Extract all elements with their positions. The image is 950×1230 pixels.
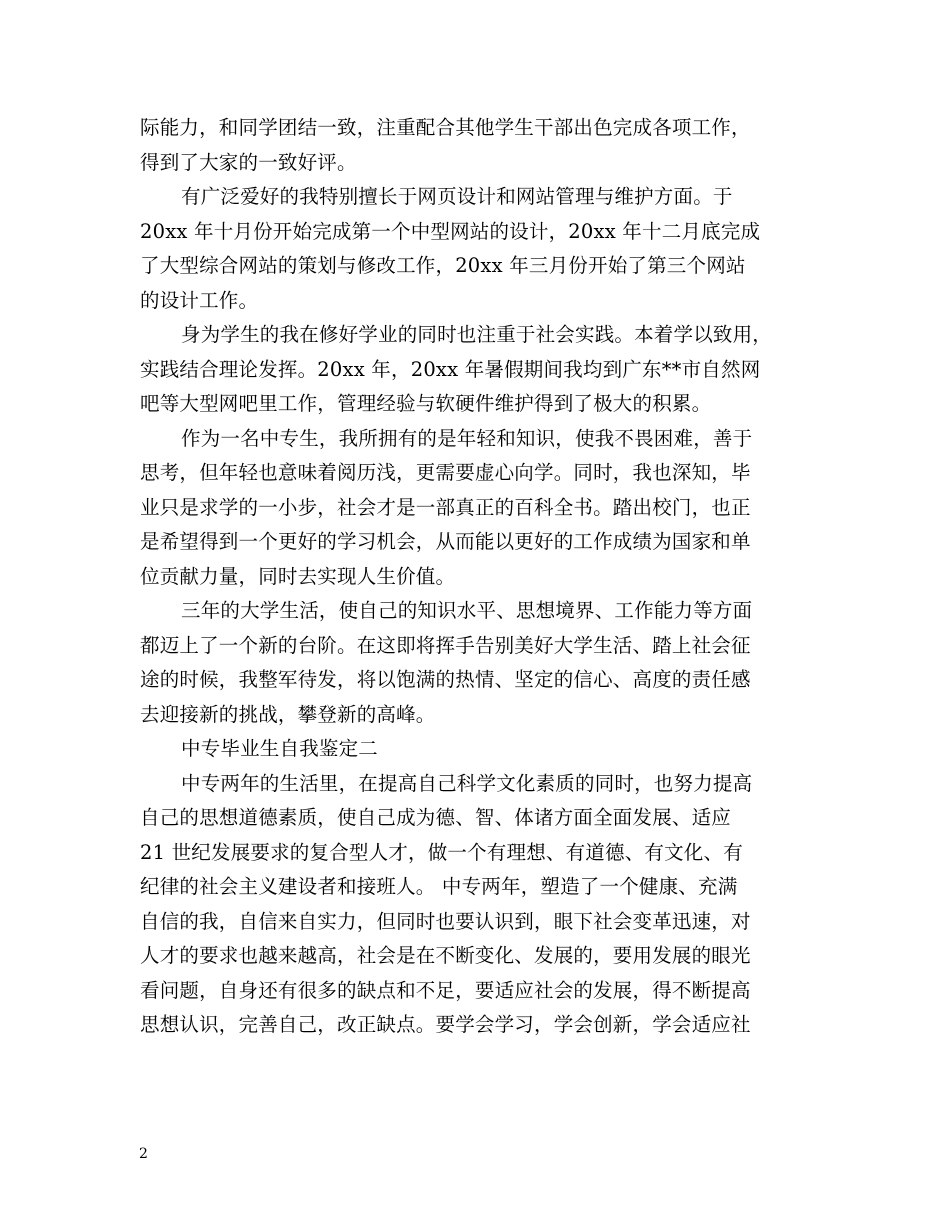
- text-line: 途的时候，我整军待发，将以饱满的热情、坚定的信心、高度的责任感: [140, 668, 751, 691]
- text-line: 中专两年的生活里，在提高自己科学文化素质的同时，也努力提高: [181, 771, 753, 795]
- text-line: 际能力，和同学团结一致，注重配合其他学生干部出色完成各项工作，: [140, 116, 751, 139]
- text-line: 21 世纪发展要求的复合型人才，做一个有理想、有道德、有文化、有: [140, 840, 743, 864]
- text-line: 自信的我，自信来自实力，但同时也要认识到，眼下社会变革迅速，对: [140, 909, 751, 933]
- text-line: 去迎接新的挑战，攀登新的高峰。: [140, 702, 436, 726]
- text-line: 人才的要求也越来越高，社会是在不断变化、发展的，要用发展的眼光: [140, 944, 751, 967]
- text-line: 思考，但年轻也意味着阅历浅，更需要虚心向学。同时，我也深知，毕: [140, 461, 751, 484]
- text-line: 实践结合理论发挥。20xx 年，20xx 年暑假期间我均到广东**市自然网: [140, 357, 761, 381]
- text-line: 了大型综合网站的策划与修改工作，20xx 年三月份开始了第三个网站: [140, 254, 746, 277]
- page-number: 2: [139, 1146, 148, 1162]
- text-line: 思想认识，完善自己，改正缺点。要学会学习，学会创新，学会适应社: [140, 1013, 751, 1036]
- text-line: 是希望得到一个更好的学习机会，从而能以更好的工作成绩为国家和单: [140, 530, 751, 553]
- text-line: 的设计工作。: [140, 288, 259, 312]
- text-line: 吧等大型网吧里工作，管理经验与软硬件维护得到了极大的积累。: [140, 392, 712, 415]
- text-line: 自己的思想道德素质，使自己成为德、智、体诸方面全面发展、适应: [140, 806, 732, 829]
- text-line: 纪律的社会主义建设者和接班人。 中专两年，塑造了一个健康、充满: [140, 875, 738, 898]
- text-line: 有广泛爱好的我特别擅长于网页设计和网站管理与维护方面。于: [181, 185, 733, 208]
- text-line: 得到了大家的一致好评。: [140, 150, 357, 174]
- document-body: [140, 111, 820, 1043]
- text-line: 身为学生的我在修好学业的同时也注重于社会实践。本着学以致用，: [181, 323, 773, 346]
- text-line: 作为一名中专生，我所拥有的是年轻和知识，使我不畏困难，善于: [181, 426, 753, 450]
- text-line: 业只是求学的一小步，社会才是一部真正的百科全书。踏出校门，也正: [140, 495, 751, 519]
- text-line: 都迈上了一个新的台阶。在这即将挥手告别美好大学生活、踏上社会征: [140, 633, 751, 657]
- text-line: 中专毕业生自我鉴定二: [181, 737, 379, 760]
- text-line: 三年的大学生活，使自己的知识水平、思想境界、工作能力等方面: [181, 599, 753, 622]
- text-line: 看问题，自身还有很多的缺点和不足，要适应社会的发展，得不断提高: [140, 978, 751, 1002]
- text-line: 20xx 年十月份开始完成第一个中型网站的设计，20xx 年十二月底完成: [140, 219, 761, 243]
- text-line: 位贡献力量，同时去实现人生价值。: [140, 564, 456, 588]
